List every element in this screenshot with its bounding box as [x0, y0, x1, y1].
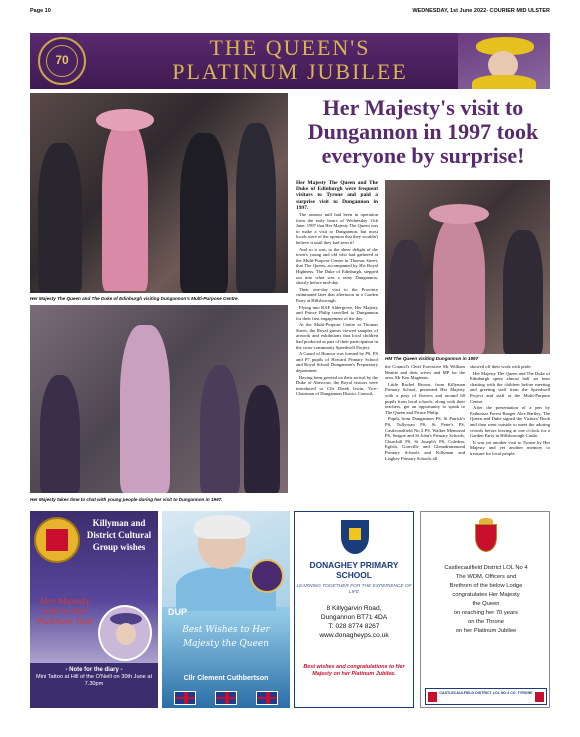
queen-hair	[194, 515, 250, 539]
lodge-footer	[425, 688, 547, 705]
killyman-title: Killyman and District Cultural Group wishes	[86, 518, 152, 552]
crest-book	[349, 528, 361, 540]
paragraph: After the presentation of a pen by Fathonsar Forest Ranger Alex Bartley, The Queen and Duke signed the Visitors' Book and then went outside to meet the adoring crowds before leaving at one o'clock for a Garden Party in Hillsborough Castle.	[470, 405, 550, 439]
paragraph: Flying into RAF Aldergrove, Her Majesty and Prince Philip travelled to Dungannon for their first engagement of the day.	[296, 304, 378, 321]
rosette-centre	[46, 529, 68, 551]
queen-portrait-image	[458, 33, 550, 89]
lodge-line: the Queen	[472, 601, 500, 607]
article-headline: Her Majesty's visit to Dungannon in 1997 took everyone by surprise!	[307, 95, 539, 168]
address-line-1: 8 Killygarvin Road,	[326, 605, 382, 612]
jubilee-banner	[30, 33, 550, 89]
union-flag-icon	[215, 691, 237, 705]
figure-queen-pink	[102, 121, 148, 291]
photo1-caption: Her Majesty The Queen and The Duke of Edinburgh visiting Dungannon's Multi-Purpose Centre.	[30, 296, 239, 301]
dup-script: Best Wishes to Her Majesty the Queen	[182, 625, 270, 649]
ad-dup-cuthbertson	[162, 511, 290, 708]
figure-hat	[96, 109, 154, 131]
photo-queen-dungannon-1997	[385, 180, 550, 354]
lodge-line: Castlecaulfield District LOL No 4	[444, 565, 528, 571]
edition-line: WEDNESDAY, 1st June 2022- COURIER MID ULSTER	[412, 8, 550, 14]
diary-note	[30, 663, 158, 708]
address-line-2: Dungannon BT71 4DA	[320, 614, 388, 621]
lodge-emblem-icon	[428, 692, 437, 702]
portrait-face	[116, 623, 136, 645]
school-motto: LEARNING TOGETHER FOR THE EXPERIENCE OF LIFE	[296, 584, 412, 595]
dup-logo: DUP	[168, 607, 188, 617]
killyman-script: Her Majesty well in Her Platinum Year	[36, 597, 94, 626]
article-column-1	[296, 180, 378, 398]
page-number: Page 10	[30, 8, 51, 14]
photo-queen-young-people	[30, 305, 288, 493]
photo3-caption: HM The Queen visiting Dungannon in 1997	[385, 356, 479, 361]
platinum-jubilee-crest-icon	[38, 37, 86, 85]
paragraph: At the Multi-Purpose Centre at Thomas Street, the Royal guests viewed samples of artwork and exhibitions that local children had produced as part of their participation in the cross-community Speedwell Project.	[296, 322, 378, 350]
lodge-line: on reaching her 70 years	[453, 610, 519, 616]
paragraph: It was yet another visit to Tyrone by Her Majesty and yet another memory to treasure for local people.	[470, 439, 550, 456]
paragraph: Little Rachel Brown, from Killyman Primary School, presented Her Majesty with a posy of flowers and around 60 pupils from local schools, along with their teachers, got an opportunity to speak to The Queen and Prince Philip.	[385, 381, 465, 415]
article-column-2	[385, 364, 465, 462]
figure-child-2	[200, 365, 240, 493]
diary-text: Mini Tattoo at Hill of the O'Neill on 30th June at 7.30pm	[35, 674, 152, 687]
ad-killyman-cultural-group	[30, 511, 158, 708]
queen-coat	[472, 75, 536, 89]
paragraph: Having been greeted on their arrival by the Duke of Abercorn, the Royal visitors were introduced to Cllr Derek Irwin, Vice-Chairman of Dungannon District Council,	[296, 374, 378, 397]
school-wish: Best wishes and congratulations to Her Majesty on her Platinum Jubilee.	[303, 664, 405, 677]
jubilee-emblem-icon	[250, 559, 284, 593]
figure-queen-2	[120, 325, 170, 493]
figure-queen-3	[433, 216, 485, 354]
royal-arms-icon	[465, 518, 507, 558]
phone: T: 028 8774 8267	[328, 623, 380, 630]
union-rosette-icon	[34, 517, 80, 563]
councillor-name: Cllr Clement Cuthbertson	[183, 675, 269, 682]
school-contact	[295, 604, 413, 640]
figure-official-right	[236, 123, 276, 293]
article-column-3	[470, 364, 550, 458]
paragraph: Her Majesty The Queen and The Duke of Edinburgh spent almost half an hour chatting with the children before meeting and greeting staff from the Speedwell Project and staff at the Multi-Purpose Centre.	[470, 370, 550, 404]
lodge-line: The WDM, Officers and	[455, 574, 517, 580]
banner-title-line1: THE QUEEN'S	[209, 35, 371, 60]
article-lead: Her Majesty The Queen and The Duke of Edinburgh were frequent visitors to Tyrone and paid a surprise visit to Dungannon in 1997.	[296, 180, 378, 211]
paragraph: showed off their work with pride.	[470, 364, 532, 369]
page-folio	[30, 6, 550, 16]
diary-title: - Note for the diary -	[65, 667, 123, 673]
lodge-message	[425, 564, 547, 636]
figure-child-3	[244, 385, 280, 493]
figure-official-left	[38, 143, 82, 293]
school-name: DONAGHEY PRIMARY SCHOOL	[309, 560, 399, 580]
photo2-caption: Her Majesty takes time to chat with young people during her visit to Dungannon in 1997.	[30, 497, 223, 502]
photo-queen-duke-visit	[30, 93, 288, 293]
lodge-line: on the Throne	[468, 619, 504, 625]
figure-bystander-3	[503, 230, 543, 354]
figure-child-1	[40, 375, 80, 493]
website: www.donagheyps.co.uk	[319, 632, 389, 639]
figure-duke	[180, 133, 228, 293]
union-flags	[162, 689, 290, 708]
lodge-line: on her Platinum Jubilee	[455, 628, 517, 634]
union-flag-icon	[256, 691, 278, 705]
paragraph: The rumour mill had been in operation from the early hours of Wednesday 11th June, 1997 that Her Majesty The Queen was to make a visit to Dungannon, but most locals were of the opinion that they wouldn't believe it until they had seen it!	[296, 212, 378, 245]
lodge-line: congratulates Her Majesty	[452, 592, 520, 598]
lodge-line: Brethren of the below Lodge	[449, 583, 523, 589]
school-crest-icon	[341, 520, 369, 554]
shield	[475, 524, 497, 552]
paragraph: the Council's Chief Executive Mr William Beattie and their wives and MP for the area, Mr Ken Maginnis.	[385, 364, 465, 381]
paragraph: A Guard of Honour was formed by PS, PS and P7 pupils of Howard Primary School and Royal School Dungannon's Preparatory department.	[296, 351, 378, 374]
paragraph: Pupils from Dungannon PS, St Patrick's PS, Tullyroan PS, St Peter's PS, Castlecaulfield No 2 PS, Walker Memorial PS, Seagoe and St John's Primary Schools, Churchill PS, St Joseph's PS, Coledon, Eglish, Gortville and Glenadrummond Primary Schools and Killyman and Lisghey Primary Schools all	[385, 416, 465, 461]
ad-castlecaulfield-lodge	[420, 511, 550, 708]
paragraph: And so it was, to the sheer delight of the town's young and old who had gathered at the Multi-Purpose Centre in Thomas Street, that The Queen, accompanied by His Royal Highness, The Duke of Edinburgh, stepped out into what was a rainy Dungannon, shortly before mid-day.	[296, 246, 378, 286]
paragraph: Their one-day visit to the Province culminated later that afternoon in a Garden Party at Hillsborough.	[296, 286, 378, 303]
lodge-footer-text: CASTLECAULFIELD DISTRICT LOL NO.4 CO. TYRONE	[439, 691, 533, 695]
figure-bystander-4	[389, 240, 425, 354]
union-flag-icon	[174, 691, 196, 705]
figure-hat-3	[429, 204, 489, 224]
ad-donaghey-primary-school	[294, 511, 414, 708]
queen-portrait-icon	[98, 605, 152, 661]
banner-title-line2: PLATINUM JUBILEE	[172, 59, 408, 84]
crest-number: 70	[55, 53, 69, 67]
lodge-emblem-icon	[535, 692, 544, 702]
